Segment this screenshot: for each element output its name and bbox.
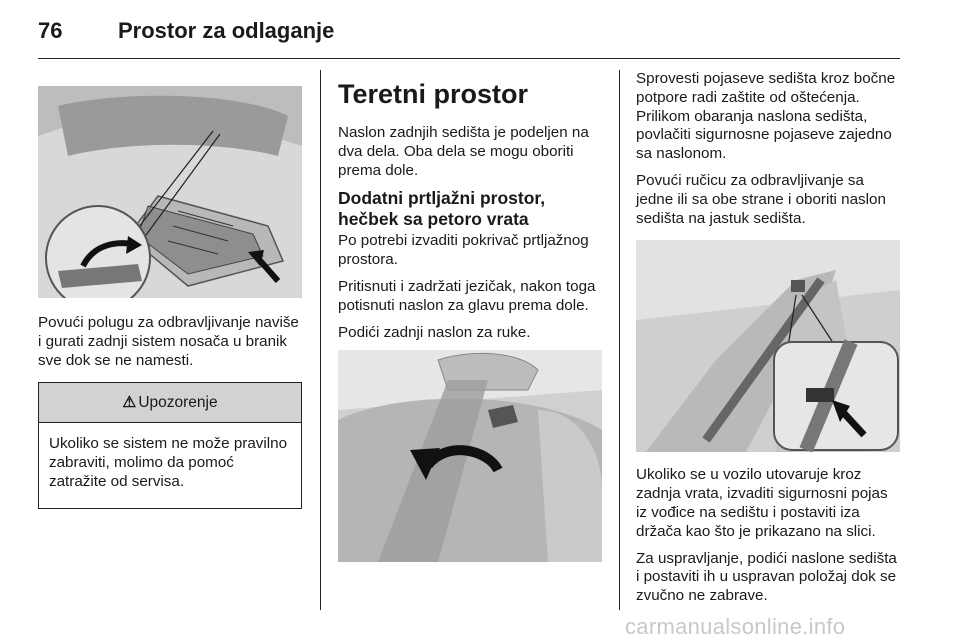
paragraph: Povući ručicu za odbravljivanje sa jedne ili sa obe strane i oboriti naslon sedišta na jastuk sedišta. [636,171,886,227]
intro-paragraph: Naslon zadnjih sedišta je podeljen na dva dela. Oba dela se mogu oboriti prema dole. [338,124,589,179]
paragraph: Po potrebi izvaditi pokrivač prtljažnog prostora. [338,232,589,269]
column-middle [338,70,602,562]
header-divider [38,58,900,59]
page-title: Prostor za odlaganje [118,18,335,43]
carrier-instruction: Povući polugu za odbravljivanje naviše i gurati zadnji sistem nosača u branik sve dok se ne namesti. [38,314,299,369]
paragraph: Ukoliko se u vozilo utovaruje kroz zadnja vrata, izvaditi sigurnosni pojas iz vođice na sedištu i postaviti iza držača kao što je prikazano na slici. [636,466,888,540]
seatbelt-drawing [636,240,900,452]
illustration-headrest [338,350,602,562]
page-header [38,14,900,48]
carrier-drawing [38,86,302,298]
page-number: 76 [38,18,63,43]
section-title: Teretni prostor [338,79,529,109]
warning-box [38,382,302,508]
column-divider [619,70,620,610]
paragraph: Podići zadnji naslon za ruke. [338,323,531,341]
paragraph: Pritisnuti i zadržati jezičak, nakon toga potisnuti naslon za glavu prema dole. [338,277,596,314]
subheading: Dodatni prtljažni prostor, hečbek sa petoro vrata [338,188,546,230]
warning-icon: ⚠ [122,394,137,412]
watermark: carmanualsonline.info [625,614,846,639]
illustration-rear-carrier [38,86,302,298]
paragraph: Sprovesti pojaseve sedišta kroz bočne potpore radi zaštite od oštećenja. Prilikom obaranja naslona sedišta, povlačiti sigurnosne pojaseve zajedno sa naslonom. [636,70,896,163]
headrest-drawing [338,350,602,562]
warning-title: Upozorenje [138,394,218,412]
column-divider [320,70,321,610]
paragraph: Za uspravljanje, podići naslone sedišta i postaviti ih u uspravan položaj dok se zvučno ne zabrave. [636,549,897,605]
column-right [636,70,900,614]
warning-body [39,423,301,507]
warning-text: Ukoliko se sistem ne može pravilno zabraviti, molimo da pomoć zatražite od servisa. [49,435,288,490]
column-left [38,70,302,509]
illustration-seatbelt [636,240,900,452]
warning-header [39,383,301,423]
